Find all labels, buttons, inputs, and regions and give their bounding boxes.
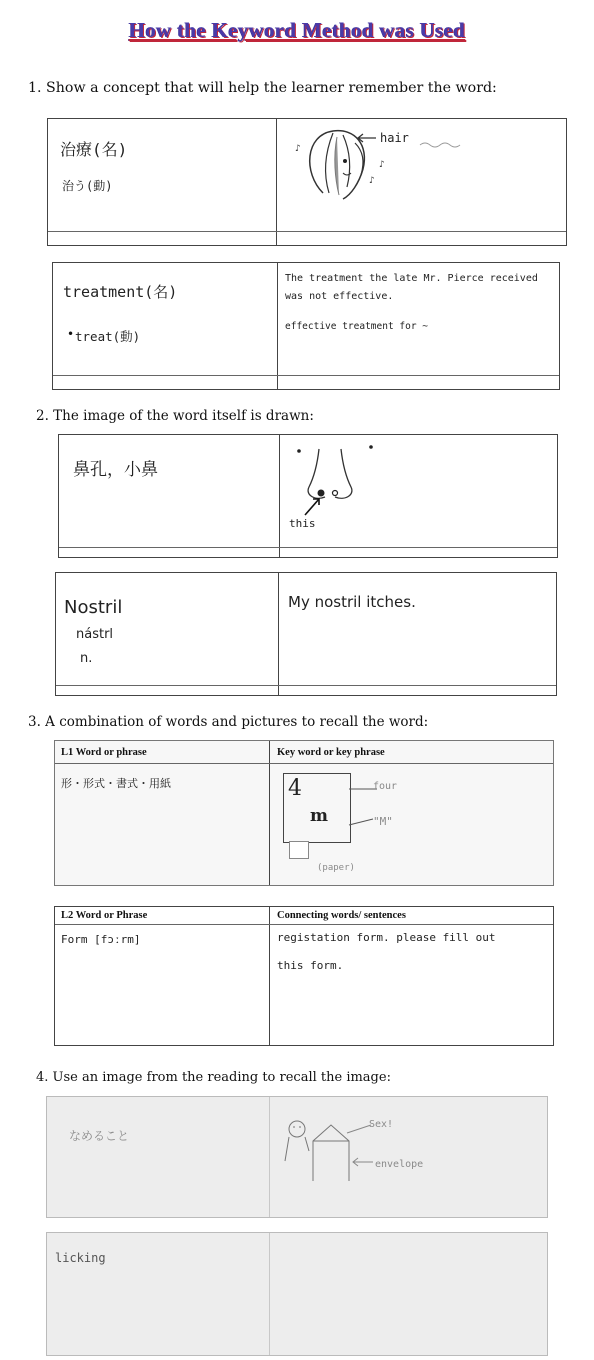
section-4-heading: 4. Use an image from the reading to recall the image: <box>36 1070 391 1085</box>
paper-label: (paper) <box>317 863 355 873</box>
section-3-card-2 <box>54 906 554 1046</box>
l2-word: licking <box>55 1251 106 1265</box>
l2-word: Nostril <box>64 597 123 618</box>
section-2-card-1 <box>58 434 558 558</box>
page-title: How the Keyword Method was Used <box>128 18 466 42</box>
envelope-sketch-image <box>283 1111 363 1181</box>
l2-word: Form [fɔːrm] <box>61 933 141 946</box>
example-sentence: My nostril itches. <box>288 593 416 611</box>
column-header-connecting: Connecting words/ sentences <box>277 910 406 921</box>
column-header-l2: L2 Word or Phrase <box>61 910 148 921</box>
squiggle-mark <box>420 141 460 149</box>
section-3-card-1 <box>54 740 554 886</box>
sex-label: Sex! <box>369 1119 394 1130</box>
connecting-sentence-line-1: registation form. please fill out <box>277 931 496 944</box>
bullet-mark: • <box>67 327 75 341</box>
l1-word: なめること <box>69 1129 130 1143</box>
nose-sketch-image <box>291 443 381 513</box>
four-label: four <box>373 781 398 792</box>
l2-word: treatment(名) <box>63 283 178 301</box>
column-header-keyword: Key word or key phrase <box>277 747 385 758</box>
l1-word: 治療(名) <box>60 140 128 159</box>
l1-related-word: 治う(動) <box>62 179 113 193</box>
example-sentence-line-2: was not effective. <box>285 291 394 302</box>
example-sentence-line-1: The treatment the late Mr. Pierce received <box>285 273 538 284</box>
l1-word: 形・形式・書式・用紙 <box>61 777 171 790</box>
sketch-number-label: 4 <box>288 776 302 801</box>
hair-label: hair <box>380 131 409 145</box>
svg-text:♪: ♪ <box>295 144 301 154</box>
section-4-card-2 <box>46 1232 548 1356</box>
svg-text:♪: ♪ <box>379 160 385 170</box>
section-1-card-2 <box>52 262 560 390</box>
section-1-heading: 1. Show a concept that will help the learner remember the word: <box>28 80 497 96</box>
paper-corner-sketch <box>289 841 309 859</box>
pronunciation-text: nástrl <box>76 627 114 642</box>
section-4-card-1 <box>46 1096 548 1218</box>
collocation-text: effective treatment for ~ <box>285 321 428 332</box>
section-3-heading: 3. A combination of words and pictures to recall the word: <box>28 714 429 730</box>
arrow-left-icon <box>351 1157 373 1167</box>
svg-text:♪: ♪ <box>369 176 375 186</box>
connecting-sentence-line-2: this form. <box>277 959 344 972</box>
l2-related-word: treat(動) <box>75 329 141 344</box>
envelope-label: envelope <box>375 1159 424 1170</box>
m-quote-label: "M" <box>373 815 393 828</box>
section-1-card-1 <box>47 118 567 246</box>
sketch-letter-label: m <box>310 806 328 826</box>
column-header-l1: L1 Word or phrase <box>61 747 147 758</box>
part-of-speech-text: n. <box>80 651 93 666</box>
this-label: this <box>289 517 316 530</box>
arrow-left-icon <box>356 133 376 143</box>
l1-word: 鼻孔，小鼻 <box>73 460 158 480</box>
section-2-card-2 <box>55 572 557 696</box>
paper-sketch-image <box>283 773 351 843</box>
section-2-heading: 2. The image of the word itself is drawn: <box>36 408 314 424</box>
